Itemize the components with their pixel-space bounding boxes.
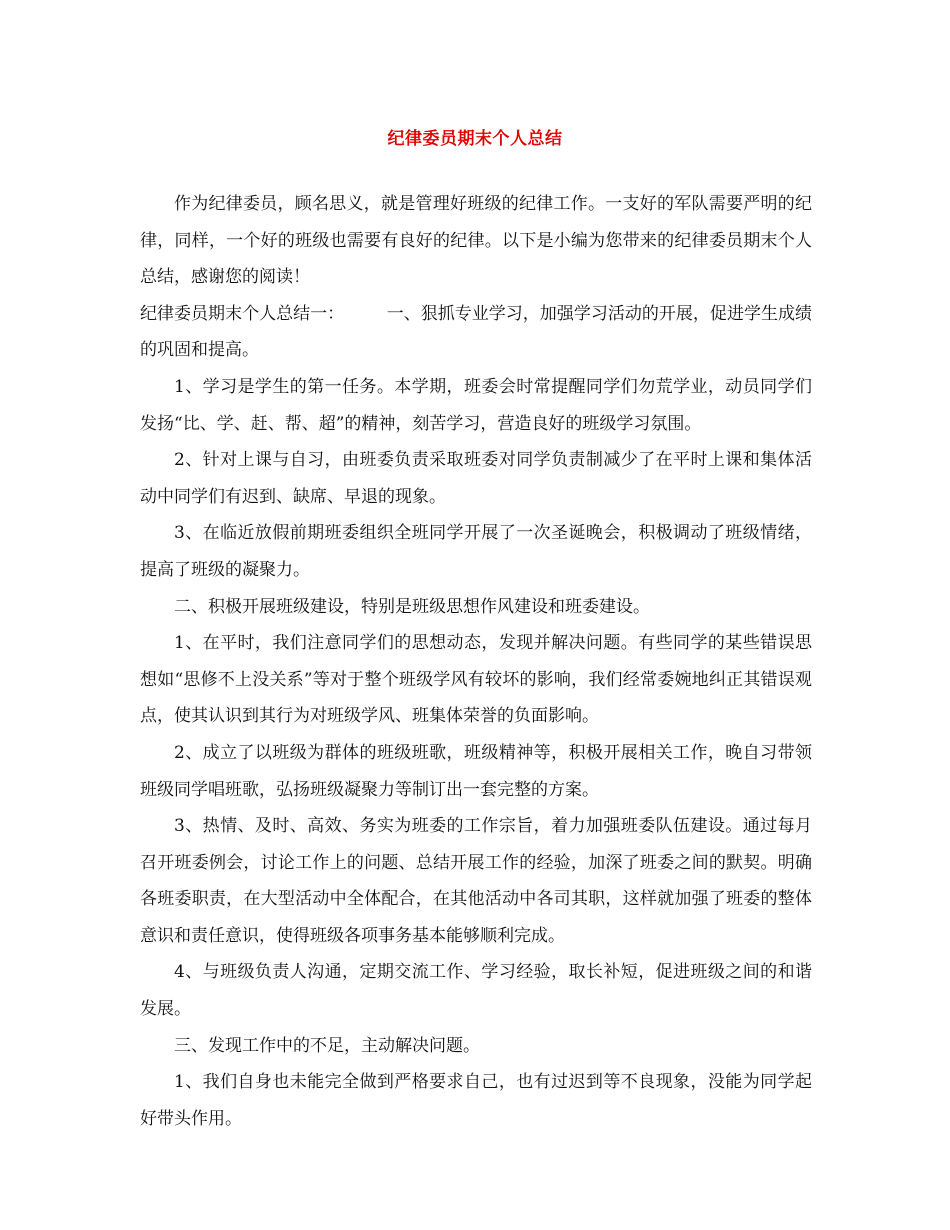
paragraph: 1、学习是学生的第一任务。本学期，班委会时常提醒同学们勿荒学业，动员同学们发扬“比、学、赶、帮、超”的精神，刻苦学习，营造良好的班级学习氛围。 (140, 376, 812, 434)
paragraph: 3、在临近放假前期班委组织全班同学开展了一次圣诞晚会，积极调动了班级情绪，提高了班级的凝聚力。 (140, 523, 812, 580)
paragraph: 1、我们自身也未能完全做到严格要求自己，也有过迟到等不良现象，没能为同学起好带头作用。 (140, 1072, 812, 1129)
paragraph: 2、成立了以班级为群体的班级班歌，班级精神等，积极开展相关工作，晚自习带领班级同学唱班歌，弘扬班级凝聚力等制订出一套完整的方案。 (140, 742, 812, 800)
paragraph-section-three-heading: 三、发现工作中的不足，主动解决问题。 (174, 1035, 480, 1056)
paragraph-section-two-heading: 二、积极开展班级建设，特别是班级思想作风建设和班委建设。 (174, 596, 650, 617)
paragraph-section-one-heading: 纪律委员期末个人总结一： 一、狠抓专业学习，加强学习活动的开展，促进学生成绩的巩固和提高。 (140, 303, 812, 361)
paragraph: 4、与班级负责人沟通，定期交流工作、学习经验，取长补短，促进班级之间的和谐发展。 (140, 962, 812, 1020)
paragraph: 1、在平时，我们注意同学们的思想动态，发现并解决问题。有些同学的某些错误思想如“思修不上没关系”等对于整个班级学风有较坏的影响，我们经常委婉地纠正其错误观点，使其认识到其行为对班级学风、班集体荣誉的负面影响。 (140, 633, 812, 727)
paragraph: 2、针对上课与自习，由班委负责采取班委对同学负责制减少了在平时上课和集体活动中同学们有迟到、缺席、早退的现象。 (140, 450, 812, 507)
document-body (140, 186, 812, 1137)
paragraph: 3、热情、及时、高效、务实为班委的工作宗旨，着力加强班委队伍建设。通过每月召开班委例会，讨论工作上的问题、总结开展工作的经验，加深了班委之间的默契。明确各班委职责，在大型活动中全体配合，在其他活动中各司其职，这样就加强了班委的整体意识和责任意识，使得班级各项事务基本能够顺利完成。 (140, 816, 812, 946)
document-title: 纪律委员期末个人总结 (387, 129, 563, 149)
paragraph-intro: 作为纪律委员，顾名思义，就是管理好班级的纪律工作。一支好的军队需要严明的纪律，同样，一个好的班级也需要有良好的纪律。以下是小编为您带来的纪律委员期末个人总结，感谢您的阅读！ (140, 194, 812, 288)
